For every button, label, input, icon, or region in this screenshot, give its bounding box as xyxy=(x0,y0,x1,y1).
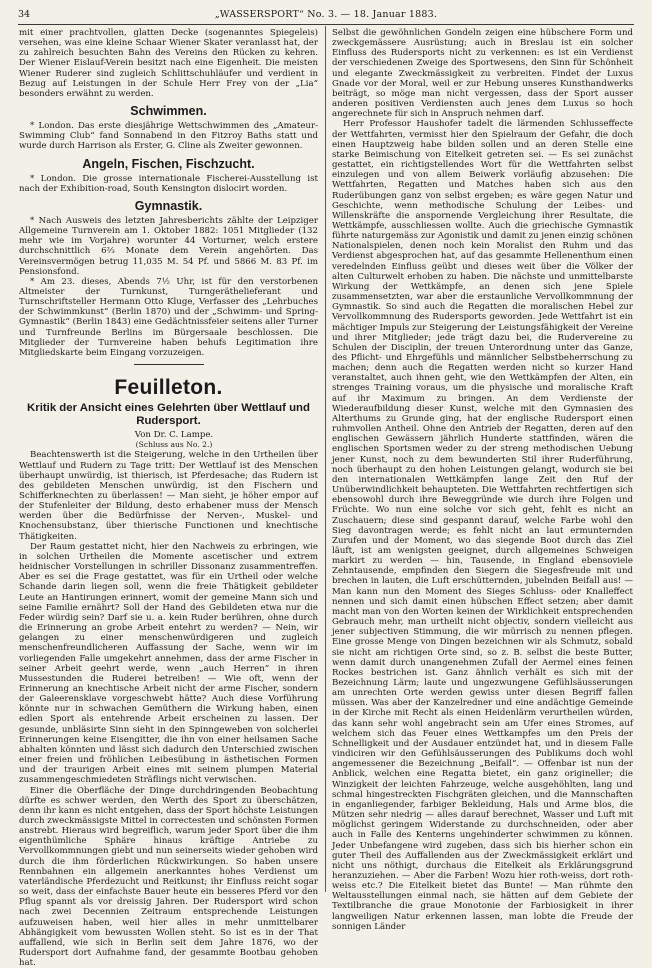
header-rule xyxy=(18,24,634,25)
feuilleton-rule xyxy=(134,364,204,365)
article-paragraph-1: Beachtenswerth ist die Steigerung, welche in den Urtheilen über Wettlauf und Rudern zu Tage tritt: Der Wettlauf ist des Menschen überhaupt unwürdig, ist thierisch, ist Pferdesache; das Rudern ist des gebildeten Menschen unwürdig, ist den Fischern und Schifferknechten zu überlassen! — Man sieht, je höher empor auf der Stufenleiter der Bildung, desto erhabener muss der Mensch werden über die Bedürfnisse der Nerven-, Muskel- und Knochensubstanz, über thierische Functionen und knechtische Thätigkeiten. xyxy=(19,450,318,542)
section-heading-gymnastik: Gymnastik. xyxy=(134,198,203,213)
section-heading-schwimmen: Schwimmen. xyxy=(130,104,207,119)
right-paragraph-2: Herr Professor Haushofer tadelt die lärmenden Schlusseffecte der Wettfahrten, vermisst hier den Spielraum der Gefahr, die doch einen Hauptzweig habe bilden sollen und an deren Stelle eine starke Beimischung von Eitelkeit getreten sei. — Es sei zunächst gestattet, ein richtigstellendes Wort für die Wettfahrten selbst einzulegen und von allem Beiwerk vorläufig abzusehen: Die Wettfahrten, Regatten und Matches haben sich aus den Ruderübungen ganz von selbst ergeben; es wäre gegen Natur und Geschichte, wenn methodische Schulung der Leibes- und Willenskräfte die anspornende Vergleichung ihrer Resultate, die Wettkämpfe, ausschliessen wollte. Auch die griechische Gymnastik führte naturgemäss zur Agonistik und damit zu jenen einzig schönen Nationalspielen, denen noch kein Moralist den Ruhm und das Verdienst abgesprochen hat, auf das gesammte Hellenenthum einen veredelnden Einfluss geübt und dieses weit über die Völker der alten Culturwelt erhoben zu haben. Die nächste und unmittelbarste Wirkung der Wettkämpfe, an denen sich jene Spiele zusammensetzten, war aber die erstaunliche Vervollkommnung der Gymnastik. So sind auch die Regatten die moralischen Hebel zur Vervollkommnung des Rudersports geworden. Jede Wettfahrt ist ein mächtiger Impuls zur Steigerung der Leistungsfähigkeit der Vereine und ihrer Mitglieder; jede trägt dazu bei, die Rudervereine zu Schulen der Disciplin, der treuen Unterordnung unter das Ganze, des Pflicht- und Ehrgefühls und männlicher Selbstbeherrschung zu machen; denn auch die Regatten werden nicht so kurzer Hand veranstaltet, auch ihnen geht, wie den Wettkämpfen der Alten, ein strenges Training voraus, um die physische und moralische Kraft auf ihr Maximum zu bringen. An dem Verdienste der Wiederaufbildung dieser Kunst, welche mit den Gymnasien des Alterthums zu Grunde ging, hat der englische Rudersport einen ruhmvollen Antheil. Ohne den Antrieb der Regatten, deren auf den englischen Gewässern jährlich Hunderte stattfinden, wären die englischen Sportsmen weder zu der streng methodischen Uebung jener Kunst, noch zu dem bewunderten Stil ihrer Ruderführung, noch überhaupt zu den hohen Leistungen gelangt, wodurch sie bei den internationalen Wettkämpfen lange Zeit den Ruf der Unüberwindlichkeit behaupteten. Die Wettfahrten rechtfertigen sich ebensowohl durch ihre Beweggründe wie durch ihre Folgen und Früchte. Wo nun eine solche vor sich geht, fehlt es nicht an Zuschauern; diese sind gespannt darauf, welche Farbe wohl den Sieg davontragen werde; es fehlt nicht an laut ermunternden Zurufen und der Moment, wo das siegende Boot durch das Ziel läuft, ist am wenigsten geeignet, durch allgemeines Schweigen markirt zu werden — hin, Tausende, in England ebensoviele Zehntausende, empfinden den Siegern die Siegesfreude mit und brechen in lauten, die Luft erschütternden, jubelnden Beifall aus! — Man kann nun den Moment des Sieges Schluss- oder Knalleffect nennen und sich damit einen hübschen Effect setzen; aber damit macht man von den Worten keinen der Wirklichkeit entsprechenden Gebrauch mehr, man urtheilt nicht objectiv, sondern vielleicht aus jener subjectiven Stimmung, die wir mürrisch zu nennen pflegen. Eine grosse Menge von Dingen bezeichnen wir als Schmutz, sobald sie nicht am richtigen Orte sind, so z. B. selbst die beste Butter, wenn damit durch unangenehmen Zufall der Aermel eines feinen Rockes bestrichen ist. Ganz ähnlich verhält es sich mit der Bezeichnung Lärm; laute und ungezwungene Gefühlsäusserungen am unrechten Orte werden gewiss unter diesen Begriff fallen müssen. Was aber der Kanzelredner und eine andächtige Gemeinde in der Kirche mit Recht als einen Heidenlärm verurtheilen würden, das kann sehr wohl angebracht sein am Ufer eines Stromes, auf welchem sich das Feuer eines Wettkampfes um den Preis der Schnelligkeit und der Ausdauer entzündet hat, und in diesem Falle vindiciren wir den Gefühlsäusserungen des Publikums doch wohl angemessener die Bezeichnung „Beifall“. — Offenbar ist nun der Anblick, welchen eine Regatta bietet, ein ganz origineller; die Winzigkeit der leichten Fahrzeuge, welche ausgehöhlten, lang und schmal hingestreckten Fischgräten gleichen, und die Mannschaften in enganliegender, farbiger Bekleidung, Hals und Arme blos, die Mützen sehr niedrig — alles darauf berechnet, Wasser und Luft mit möglichst geringem Widerstande zu durchschneiden, oder aber auch in Falle des Kenterns ungehinderter schwimmen zu können. Jeder Unbefangene wird zugeben, dass sich bis hierher schon ein guter Theil des Auffallenden aus der Zweckmässigkeit erklärt und nicht uns nöthigt, durchaus die Eitelkeit als Erklärungsgrund heranzuziehen. — Aber die Farben! Wozu hier roth-weiss, dort roth-weiss etc.? Die Eitelkeit bietet das Bunte! — Man rühmte den Weltausstellungen einmal nach, sie hätten auf dem Gebiete der Textilbranche die graue Monotonie der Farbiosigkeit in ihrer langweiligen Natur erkennen lassen, man lobte die Freude der sonnigen Länder xyxy=(332,119,633,932)
article-paragraph-2: Der Raum gestattet nicht, hier den Nachweis zu erbringen, wie in solchen Urtheilen die Momente ascetischer und extrem heidnischer Vorstellungen in schriller Dissonanz zusammentreffen. Aber es sei die Frage gestattet, was für ein Urtheil oder welche Schande darin liegen soll, wenn die freie Thätigkeit gebildeter Leute an Hantirungen erinnert, womit der gemeine Mann sich und seine Familie ernährt? Soll der Hand des Gebildeten etwa nur die Feder würdig sein? Darf sie u. a. kein Ruder berühren, ohne durch die Erinnerung an grobe Arbeit entehrt zu werden? — Nein, wir gelangen zu einer menschenwürdigeren und zugleich menschenfreundlicheren Auffassung der Sache, wenn wir im vorliegenden Falle umgekehrt annehmen, dass der arme Fischer in seiner Arbeit geehrt werde, wenn „auch Herren“ in ihren Mussestunden die Ruderei betreiben! — Wie oft, wenn der Erinnerung an knechtische Arbeit nicht der arme Fischer, sondern der Galeerensklave vorgeschwebt hätte? Auch diese Vorführung könnte nur in schwachen Gemüthern die Wirkung haben, einen edlen Sport als entehrende Arbeit erscheinen zu lassen. Der gesunde, unbläsirte Sinn sieht in den Spinngeweben von solcherlei Erinnerungen keine Eisengitter, die ihn von einer heilsamen Sache abhalten könnten und lässt sich dadurch den Unterschied zwischen einer freien und fröhlichen Leibesübung in ästhetischen Formen und der traurigen Arbeit eines mit seinem plumpen Material zusammengeschmiedeten Sträflings nicht verwischen. xyxy=(19,541,318,786)
article-paragraph-3: Einer die Oberfläche der Dinge durchdringenden Beobachtung dürfte es schwer werden, den Werth des Sport zu überschätzen, denn ihr kann es nicht entgehen, dass der Sport höchste Leistungen durch zweckmässigste Mittel in correctesten und schönsten Formen anstrebt. Hieraus wird begreiflich, warum jeder Sport über die ihm eigenthümliche Sphäre hinaus kräftige Antriebe zu Vervollkommnungen giebt und nun seinerseits wieder gehoben wird durch die ihm förderlichen Rückwirkungen. So haben unsere Rennbahnen ein allgemein anerkanntes hohes Verdienst um vaterländische Pferdezucht und Reitkunst; ihr Einfluss reicht sogar so weit, dass der einfachste Bauer heute ein besseres Pferd vor den Pflug spannt als vor dreissig Jahren. Der Rudersport wird schon nach zwei Decennien Zeitraum entsprechende Leistungen aufzuweisen haben, weil hier alles in mehr unmittelbarer Abhängigkeit vom bewussten Wollen steht. So ist es in der That auffallend, wie sich in Berlin seit dem Jahre 1876, wo der Rudersport dort Aufnahme fand, der gesammte Bootbau gehoben hat. xyxy=(19,785,318,968)
gymnastik-paragraph-2: * Am 23. dieses, Abends 7½ Uhr, ist für den verstorbenen Altmeister der Turnkunst, Turngeräthelieferant und Turnschriftsteller Hermann Otto Kluge, Verfasser des „Lehrbuches der Schwimmkunst“ (Berlin 1870) und der „Schwimm- und Spring-Gymnastik“ (Berlin 1843) eine Gedächtnissfeier seitens aller Turner und Turnfreunde Berlins im Bürgersaale beschlossen. Die Mitglieder der Turnvereine haben behufs Legitimation ihre Mitgliedskarte beim Eingang vorzuzeigen. xyxy=(19,276,318,358)
gymnastik-paragraph-1: * Nach Ausweis des letzten Jahresberichts zählte der Leipziger Allgemeine Turnverein am 1. Oktober 1882: 1051 Mitglieder (132 mehr wie im Vorjahre) worunter 44 Vorturner, welch erstere durchschnittlich 6⅔ Monate dem Verein angehörten. Das Vereinsvermögen betrug 11,035 M. 54 Pf. und 5866 M. 83 Pf. im Pensionsfond. xyxy=(19,215,318,277)
schwimmen-paragraph: * London. Das erste diesjährige Wettschwimmen des „Amateur-Swimming Club“ fand Sonnabend in den Fitzroy Baths statt und wurde durch Harrison als Erster, G. Cline als Zweiter gewonnen. xyxy=(19,121,318,152)
intro-paragraph: mit einer prachtvollen, glatten Decke (sogenanntes Spiegeleis) versehen, was eine kleine Schaar Wiener Skater veranlasst hat, der zu zahlreich besuchten Bahn des Vereins den Rücken zu kehren. Der Wiener Eislauf-Verein besitzt nach eine Eigenheit. Die meisten Wiener Ruderer sind zugleich Schlittschuhläufer und verdient in Bezug auf Leistungen in der Schule Herr Frey von der „Lia“ besonders erwähnt zu werden. xyxy=(19,28,318,99)
feuilleton-heading: Feuilleton. xyxy=(114,376,223,400)
left-column xyxy=(19,28,318,968)
section-heading-angeln: Angeln, Fischen, Fischzucht. xyxy=(82,156,255,171)
right-paragraph-1: Selbst die gewöhnlichen Gondeln zeigen eine hübschere Form und zweckgemässere Ausrüstung; auch in Breslau ist ein solcher Einfluss des Rudersports nicht zu verkennen: es ist ein Verdienst der verschiedenen Zweige des Sportwesens, den Sinn für Schönheit und elegante Zweckmässigkeit zu verbreiten. Findet der Luxus Gnade vor der Moral, weil er zur Hebung unseres Kunsthandwerks beiträgt, so möge man nicht vergessen, dass der Sport ausser anderen positiven Verdiensten auch jenes dem Luxus so hoch angerechnete für sich in Anspruch nehmen darf. xyxy=(332,28,633,120)
running-title: „WASSERSPORT“ No. 3. — 18. Januar 1883. xyxy=(214,9,438,20)
page-header xyxy=(18,7,634,22)
page-number: 34 xyxy=(18,9,31,20)
angeln-paragraph: * London. Die grosse internationale Fischerei-Ausstellung ist nach der Exhibition-road, South Kensington dislocirt worden. xyxy=(19,173,318,194)
article-title: Kritik der Ansicht eines Gelehrten über Wettlauf und Rudersport. xyxy=(27,402,310,428)
article-byline: Von Dr. C. Lampe. xyxy=(134,430,214,441)
column-divider xyxy=(325,26,326,892)
article-continuation-note: (Schluss aus No. 2.) xyxy=(135,440,213,450)
right-column xyxy=(332,28,633,932)
